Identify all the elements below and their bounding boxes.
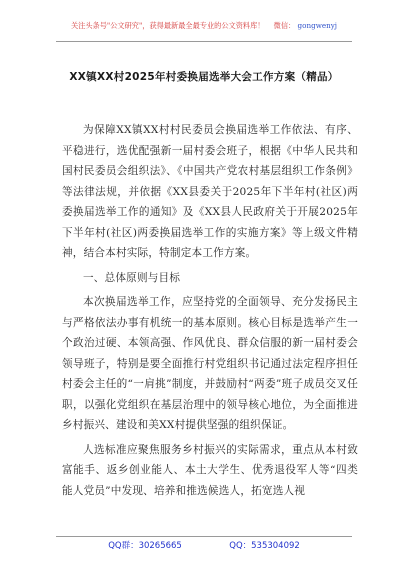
document-title: XX镇XX村2025年村委换届选举大会工作方案（精品） (69, 71, 339, 83)
header-promo-banner (0, 20, 408, 32)
section-heading-principles: 一、总体原则与目标 (83, 271, 181, 284)
header-wechat-id: gongwenyj (297, 21, 338, 30)
paragraph-candidate-criteria: 人选标准应聚焦服务乡村振兴的实际需求，重点从本村致富能手、返乡创业能人、本土大学生、优秀退役军人等“四类能人党员”中发现、培养和推选候选人，拓宽选人视 (62, 443, 358, 497)
header-wechat-label: 微信： (273, 21, 296, 30)
document-body (62, 120, 358, 501)
footer-qq-group: QQ群：30265665 (108, 541, 182, 551)
footer-qq-number: QQ：535304092 (229, 541, 300, 551)
footer-divider (56, 536, 352, 537)
header-divider (56, 41, 352, 42)
footer-contact-banner (0, 540, 408, 553)
paragraph-principles: 本次换届选举工作，应坚持党的全面领导、充分发扬民主与严格依法办事有机统一的基本原则。核心目标是选举产生一个政治过硬、本领高强、作风优良、群众信服的新一届村委会领导班子，特别是要全面推行村党组织书记通过法定程序担任村委会主任的“一肩挑”制度，并鼓励村“两委”班子成员交叉任职，以强化党组织在基层治理中的领导核心地位，为全面推进乡村振兴、建设和美XX村提供坚强的组织保证。 (62, 296, 358, 431)
paragraph-intro: 为保障XX镇XX村村民委员会换届选举工作依法、有序、平稳进行，选优配强新一届村委会班子，根据《中华人民共和国村民委员会组织法》、《中国共产党农村基层组织工作条例》等法律法规，并依据《XX县委关于2025年下半年村(社区)两委换届选举工作的通知》及《XX县人民政府关于开展2025年下半年村(社区)两委换届选举工作的实施方案》等上级文件精神，结合本村实际，特制定本工作方案。 (62, 124, 358, 259)
header-promo-text: 关注头条号"公文研究"，获得最新最全最专业的公文资料库！ (70, 21, 265, 30)
